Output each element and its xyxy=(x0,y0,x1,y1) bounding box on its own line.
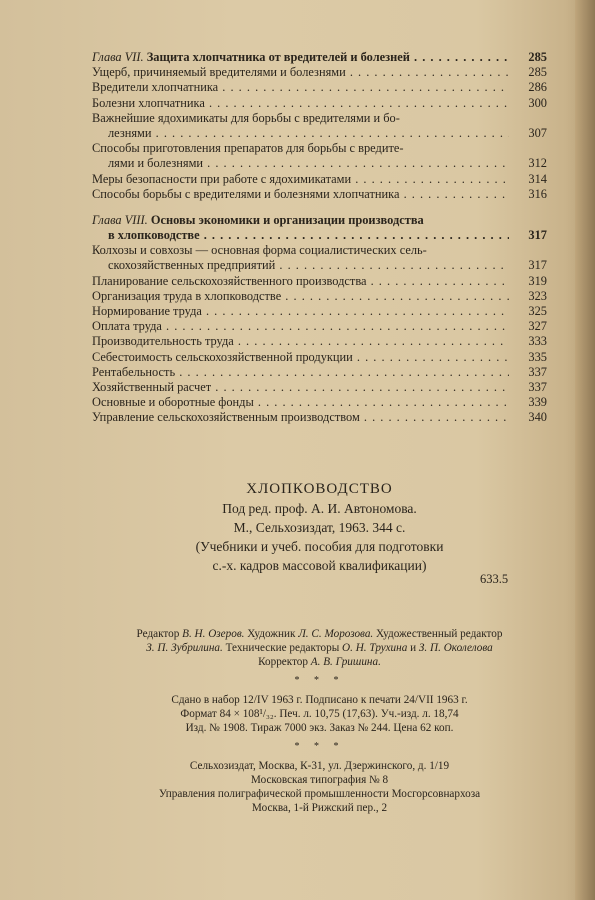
toc-entry: Вредители хлопчатника . . . 286 xyxy=(92,80,547,95)
printer-info: Управления полиграфической промышленности Мосгорсовнархоза xyxy=(158,788,481,800)
toc-entry: Организация труда в хлопководстве . . . 323 xyxy=(92,289,547,304)
page-number: 317 xyxy=(528,258,547,273)
colophon xyxy=(92,627,547,815)
toc-entry: Производительность труда . . . 333 xyxy=(92,334,547,349)
book-title: ХЛОПКОВОДСТВО xyxy=(246,481,393,497)
series-line: с.-х. кадров массовой квалификации) xyxy=(212,558,427,573)
toc-entry: Способы приготовления препаратов для борьбы с вредите- xyxy=(92,141,404,156)
page-number: 333 xyxy=(528,334,547,349)
chapter-label: Глава VIII. xyxy=(92,213,148,228)
separator-stars: * * * xyxy=(294,675,345,686)
table-of-contents xyxy=(92,50,547,426)
toc-entry: Меры безопасности при работе с ядохимикатами . . . 314 xyxy=(92,172,547,187)
toc-entry: Основные и оборотные фонды . . . 339 xyxy=(92,395,547,410)
print-info: Сдано в набор 12/IV 1963 г. Подписано к печати 24/VII 1963 г. xyxy=(171,694,468,706)
toc-entry-continued: лями и болезнями . . . 312 xyxy=(92,156,547,171)
page-number: 340 xyxy=(528,410,547,425)
page-number: 325 xyxy=(528,304,547,319)
chapter-title: Основы экономики и организации производства xyxy=(150,213,424,228)
print-info: Изд. № 1908. Тираж 7000 экз. Заказ № 244. Цена 62 коп. xyxy=(185,722,454,734)
chapter-title: Защита хлопчатника от вредителей и болезней xyxy=(146,50,410,64)
page-number: 337 xyxy=(528,364,547,379)
publisher-address: Сельхозиздат, Москва, К-31, ул. Дзержинского, д. 1/19 xyxy=(189,760,450,772)
toc-entry-continued: лезнями . . . 307 xyxy=(92,126,547,141)
page-number: 337 xyxy=(528,380,547,395)
printer-info: Московская типография № 8 xyxy=(250,774,389,786)
series-line: (Учебники и учеб. пособия для подготовки xyxy=(195,539,444,554)
toc-entry: Ущерб, причиняемый вредителями и болезнями . . . 285 xyxy=(92,65,547,80)
page-number: 300 xyxy=(528,95,547,110)
page-number: 312 xyxy=(528,156,547,171)
toc-entry: Планирование сельскохозяйственного производства . . . 319 xyxy=(92,274,547,289)
chapter-heading xyxy=(92,212,547,228)
toc-entry: Важнейшие ядохимикаты для борьбы с вредителями и бо- xyxy=(92,110,400,125)
page-number: 307 xyxy=(528,126,547,141)
toc-entry: Колхозы и совхозы — основная форма социалистических сель- xyxy=(92,243,427,258)
toc-entry: Хозяйственный расчет . . . 337 xyxy=(92,380,547,395)
page-number: 335 xyxy=(528,349,547,364)
page-number: 323 xyxy=(528,288,547,303)
page-number: 314 xyxy=(528,171,547,186)
toc-entry: Болезни хлопчатника . . . 300 xyxy=(92,96,547,111)
chapter-label: Глава VII. xyxy=(92,50,144,64)
toc-entry: Рентабельность . . . 337 xyxy=(92,365,547,380)
credits-line: Редактор В. Н. Озеров. Художник Л. С. Морозова. Художественный редактор xyxy=(136,628,503,640)
publication-info: М., Сельхозиздат, 1963. 344 с. xyxy=(233,520,406,535)
separator-stars: * * * xyxy=(294,741,345,752)
printer-info: Москва, 1-й Рижский пер., 2 xyxy=(251,802,388,814)
toc-entry: Оплата труда . . . 327 xyxy=(92,319,547,334)
toc-entry: Способы борьбы с вредителями и болезнями хлопчатника . . . 316 xyxy=(92,187,547,202)
page-number: 339 xyxy=(528,395,547,410)
page-number: 286 xyxy=(528,80,547,95)
print-info: Формат 84 × 108¹/₃₂. Печ. л. 10,75 (17,63). Уч.-изд. л. 18,74 xyxy=(180,708,459,720)
chapter-title-continued: в хлопководстве xyxy=(108,228,200,243)
book-editor: Под ред. проф. А. И. Автономова. xyxy=(222,501,417,516)
toc-entry: Нормирование труда . . . 325 xyxy=(92,304,547,319)
toc-entry: Себестоимость сельскохозяйственной продукции . . . 335 xyxy=(92,350,547,365)
chapter-heading-continued xyxy=(92,228,547,243)
page-number: 327 xyxy=(528,319,547,334)
classification-code: 633.5 xyxy=(480,572,509,586)
bibliographic-imprint xyxy=(92,480,547,575)
page-number: 319 xyxy=(528,273,547,288)
book-spine-edge xyxy=(575,0,595,900)
credits-line: З. П. Зубрилина. Технические редакторы О. Н. Трухина и З. П. Околелова xyxy=(146,642,493,654)
page-number: 285 xyxy=(528,50,547,64)
credits-line: Корректор А. В. Гришина. xyxy=(258,656,381,668)
toc-entry-continued: скохозяйственных предприятий . . . 317 xyxy=(92,258,547,273)
page-number: 285 xyxy=(528,65,547,80)
toc-entry: Управление сельскохозяйственным производством . . . 340 xyxy=(92,410,547,425)
page-number: 317 xyxy=(528,228,547,243)
chapter-heading xyxy=(92,50,547,65)
page-number: 316 xyxy=(528,186,547,201)
